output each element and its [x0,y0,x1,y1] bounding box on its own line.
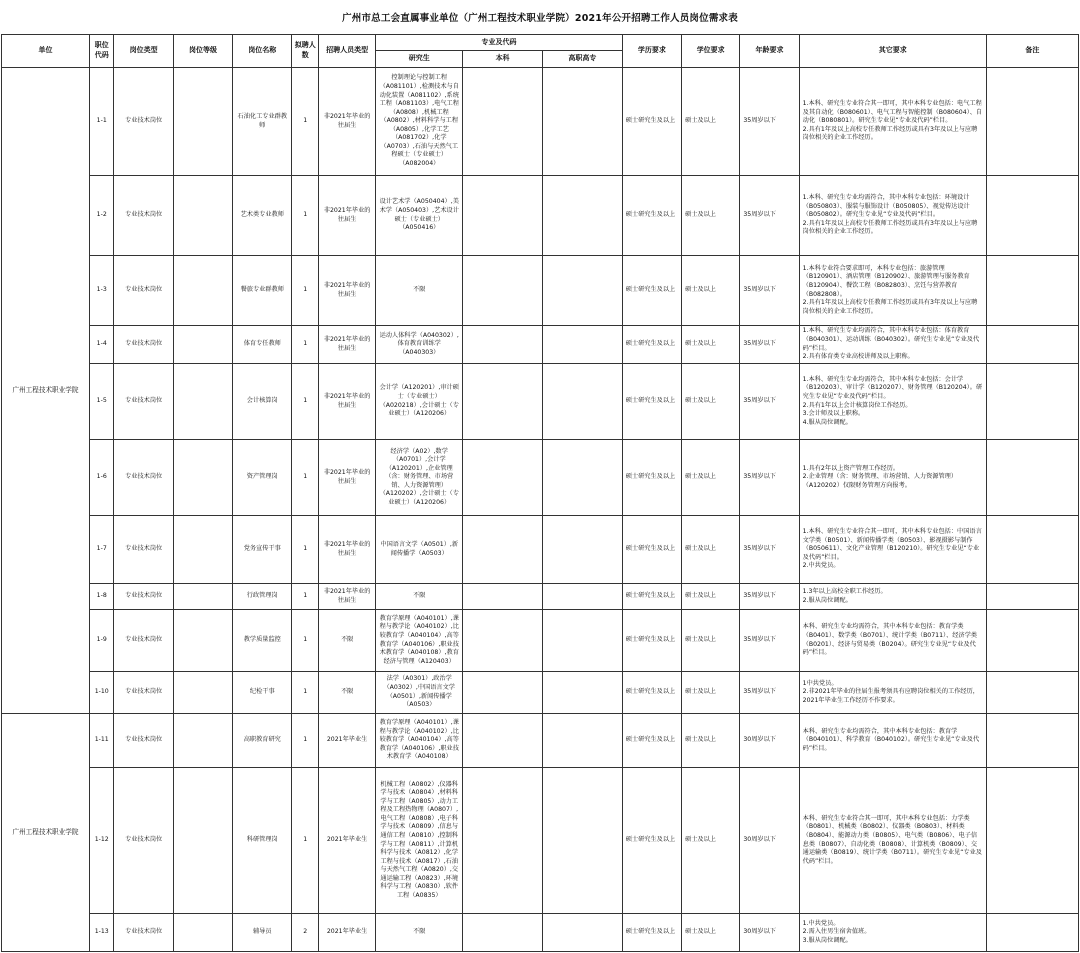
job-level [173,326,232,364]
job-code: 1-10 [89,672,114,714]
edu-requirement: 硕士研究生及以上 [622,672,681,714]
job-code: 1-9 [89,610,114,672]
bachelor-major [463,714,543,768]
job-name: 高职教育研究 [233,714,292,768]
job-count: 1 [292,440,319,516]
recruit-target: 非2021年毕业的往届生 [319,584,376,610]
vocational-major [542,440,622,516]
remark [986,68,1078,176]
grad-major: 设计艺术学（A050404）,美术学（A050403）,艺术设计硕士（专业硕士）（A050416） [376,176,463,256]
job-level [173,256,232,326]
remark [986,672,1078,714]
vocational-major [542,516,622,584]
recruit-target: 非2021年毕业的往届生 [319,440,376,516]
job-count: 1 [292,516,319,584]
header-code: 职位代码 [89,35,114,68]
bachelor-major [463,326,543,364]
edu-requirement: 硕士研究生及以上 [622,914,681,952]
header-vocational: 高职高专 [542,51,622,68]
job-type: 专业技术岗位 [114,326,173,364]
job-level [173,610,232,672]
grad-major: 运动人体科学（A040302）,体育教育训练学（A040303） [376,326,463,364]
grad-major: 法学（A0301）,政治学（A0302）,中国语言文学（A0501）,新闻传播学（A0503） [376,672,463,714]
bachelor-major [463,440,543,516]
header-age: 年龄要求 [740,35,799,68]
job-level [173,714,232,768]
edu-requirement: 硕士研究生及以上 [622,176,681,256]
grad-major: 经济学（A02）,数学（A0701）,会计学（A120201）,企业管理（含：财务管理、市场营销、人力资源管理）（A120202）,会计硕士（专业硕士）（A120206） [376,440,463,516]
header-major-group: 专业及代码 [376,35,622,51]
other-requirement: 1中共党员。 2.非2021年毕业的往届生报考须具有应聘岗位相关的工作经历，2021年毕业生工作经历不作要求。 [799,672,986,714]
degree-requirement: 硕士及以上 [682,68,740,176]
job-count: 1 [292,364,319,440]
degree-requirement: 硕士及以上 [682,672,740,714]
remark [986,914,1078,952]
table-row [2,516,1079,584]
other-requirement: 本科、研究生专业均需符合，其中本科专业包括：教育学类（B0401）、数学类（B0701）、统计学类（B0711）、经济学类（B0201）、经济与贸易类（B0204）。研究生专业见“专业及代码”栏目。 [799,610,986,672]
vocational-major [542,256,622,326]
vocational-major [542,176,622,256]
vocational-major [542,914,622,952]
job-count: 1 [292,176,319,256]
job-name: 党务宣传干事 [233,516,292,584]
recruit-target: 2021年毕业生 [319,768,376,914]
job-type: 专业技术岗位 [114,516,173,584]
job-level [173,364,232,440]
job-type: 专业技术岗位 [114,68,173,176]
age-requirement: 30周岁以下 [740,714,799,768]
grad-major: 不限 [376,256,463,326]
job-type: 专业技术岗位 [114,610,173,672]
job-name: 科研管理岗 [233,768,292,914]
grad-major: 中国语言文学（A0501）,新闻传播学（A0503） [376,516,463,584]
remark [986,584,1078,610]
job-code: 1-1 [89,68,114,176]
job-type: 专业技术岗位 [114,914,173,952]
job-level [173,516,232,584]
job-code: 1-11 [89,714,114,768]
recruitment-table [1,34,1079,952]
table-row [2,714,1079,768]
bachelor-major [463,672,543,714]
job-level [173,584,232,610]
edu-requirement: 硕士研究生及以上 [622,584,681,610]
job-name: 资产管理岗 [233,440,292,516]
other-requirement: 1.本科、研究生专业均需符合，其中本科专业包括：体育教育（B040301）、运动训练（B040302）。研究生专业见“专业及代码”栏目。 2.具有体育类专业高校讲师及以上职称。 [799,326,986,364]
degree-requirement: 硕士及以上 [682,714,740,768]
job-count: 1 [292,768,319,914]
header-other: 其它要求 [799,35,986,68]
bachelor-major [463,914,543,952]
table-row [2,672,1079,714]
job-code: 1-4 [89,326,114,364]
table-row [2,68,1079,176]
job-name: 会计核算岗 [233,364,292,440]
other-requirement: 1.本科、研究生专业符合其一即可，其中本科专业包括：电气工程及其自动化（B080601）、电气工程与智能控制（B080604）、自动化（B080801）。研究生专业见“专业及代码”栏目。 2.具有1年及以上高校专任教师工作经历或具有3年及以上与应聘岗位相关的企业工作经历。 [799,68,986,176]
other-requirement: 1.本科专业符合要求即可，本科专业包括：旅游管理（B120901）、酒店管理（B120902）、旅游管理与服务教育（B120904）、餐饮工程（B082803）、烹饪与营养教育（B082808）。 2.具有1年及以上高校专任教师工作经历或具有3年及以上与应聘岗位相关的企业工作经历。 [799,256,986,326]
header-bachelor: 本科 [463,51,543,68]
job-code: 1-5 [89,364,114,440]
degree-requirement: 硕士及以上 [682,364,740,440]
remark [986,256,1078,326]
vocational-major [542,672,622,714]
bachelor-major [463,364,543,440]
edu-requirement: 硕士研究生及以上 [622,326,681,364]
job-type: 专业技术岗位 [114,768,173,914]
age-requirement: 35周岁以下 [740,610,799,672]
header-level: 岗位等级 [173,35,232,68]
job-name: 艺术类专业教师 [233,176,292,256]
recruit-target: 非2021年毕业的往届生 [319,364,376,440]
recruit-target: 非2021年毕业的往届生 [319,516,376,584]
edu-requirement: 硕士研究生及以上 [622,610,681,672]
document-title: 广州市总工会直属事业单位（广州工程技术职业学院）2021年公开招聘工作人员岗位需求表 [342,13,738,24]
degree-requirement: 硕士及以上 [682,584,740,610]
job-level [173,440,232,516]
bachelor-major [463,516,543,584]
remark [986,768,1078,914]
table-row [2,914,1079,952]
degree-requirement: 硕士及以上 [682,516,740,584]
job-name: 纪检干事 [233,672,292,714]
job-name: 体育专任教师 [233,326,292,364]
job-code: 1-7 [89,516,114,584]
remark [986,714,1078,768]
job-count: 1 [292,326,319,364]
job-name: 辅导员 [233,914,292,952]
grad-major: 教育学原理（A040101）,课程与教学论（A040102）,比较教育学（A040104）,高等教育学（A040106）,职业技术教育学（A040108）,教育经济与管理（A120403） [376,610,463,672]
grad-major: 不限 [376,584,463,610]
table-row [2,326,1079,364]
grad-major: 机械工程（A0802）,仪器科学与技术（A0804）,材料科学与工程（A0805）,动力工程及工程热物理（A0807）,电气工程（A0808）,电子科学与技术（A0809）,信息与通信工程（A0810）,控制科学与工程（A0811）,计算机科学与技术（A0812）,化学工程与技术（A0817）,石油与天然气工程（A0820）,交通运输工程（A0823）,环境科学与工程（A0830）,软件工程（A0835） [376,768,463,914]
remark [986,326,1078,364]
other-requirement: 1.具有2年以上资产管理工作经历。 2.企业管理（含：财务管理、市场营销、人力资源管理）（A120202）仅限财务管理方向报考。 [799,440,986,516]
degree-requirement: 硕士及以上 [682,326,740,364]
job-count: 1 [292,714,319,768]
job-name: 行政管理岗 [233,584,292,610]
job-count: 2 [292,914,319,952]
other-requirement: 本科、研究生专业均需符合，其中本科专业包括：教育学（B040101）、科学教育（B040102）。研究生专业见“专业及代码”栏目。 [799,714,986,768]
recruit-target: 不限 [319,672,376,714]
age-requirement: 35周岁以下 [740,584,799,610]
job-type: 专业技术岗位 [114,256,173,326]
job-type: 专业技术岗位 [114,672,173,714]
header-remark: 备注 [986,35,1078,68]
remark [986,440,1078,516]
other-requirement: 1.本科、研究生专业符合其一即可，其中本科专业包括：中国语言文学类（B0501）、新闻传播学类（B0503）、影视摄影与制作（B050611）、文化产业管理（B120210）。研究生专业见“专业及代码”栏目。 2.中共党员。 [799,516,986,584]
job-code: 1-2 [89,176,114,256]
recruit-target: 非2021年毕业的往届生 [319,68,376,176]
age-requirement: 35周岁以下 [740,364,799,440]
table-row [2,768,1079,914]
remark [986,176,1078,256]
age-requirement: 35周岁以下 [740,176,799,256]
age-requirement: 35周岁以下 [740,256,799,326]
grad-major: 会计学（A120201）,审计硕士（专业硕士）（A020218）,会计硕士（专业硕士）（A120206） [376,364,463,440]
grad-major: 教育学原理（A040101）,课程与教学论（A040102）,比较教育学（A040104）,高等教育学（A040106）,职业技术教育学（A040108） [376,714,463,768]
degree-requirement: 硕士及以上 [682,610,740,672]
table-row [2,256,1079,326]
other-requirement: 1.本科、研究生专业均需符合，其中本科专业包括：环境设计（B050803）、服装与服饰设计（B050805）、视觉传达设计（B050802）。研究生专业见“专业及代码”栏目。 2.具有1年及以上高校专任教师工作经历或具有3年及以上与应聘岗位相关的企业工作经历。 [799,176,986,256]
job-code: 1-8 [89,584,114,610]
bachelor-major [463,584,543,610]
recruit-target: 非2021年毕业的往届生 [319,256,376,326]
bachelor-major [463,768,543,914]
job-name: 教学质量监控 [233,610,292,672]
age-requirement: 35周岁以下 [740,68,799,176]
job-count: 1 [292,256,319,326]
job-level [173,914,232,952]
recruit-target: 2021年毕业生 [319,914,376,952]
job-level [173,176,232,256]
job-name: 餐旅专业群教师 [233,256,292,326]
job-type: 专业技术岗位 [114,714,173,768]
vocational-major [542,768,622,914]
edu-requirement: 硕士研究生及以上 [622,364,681,440]
job-type: 专业技术岗位 [114,440,173,516]
remark [986,610,1078,672]
degree-requirement: 硕士及以上 [682,914,740,952]
header-grad: 研究生 [376,51,463,68]
other-requirement: 1.3年以上高校全职工作经历。 2.服从岗位调配。 [799,584,986,610]
job-level [173,768,232,914]
age-requirement: 30周岁以下 [740,914,799,952]
age-requirement: 35周岁以下 [740,440,799,516]
job-count: 1 [292,672,319,714]
grad-major: 不限 [376,914,463,952]
header-name: 岗位名称 [233,35,292,68]
job-count: 1 [292,68,319,176]
bachelor-major [463,176,543,256]
job-type: 专业技术岗位 [114,584,173,610]
table-row [2,364,1079,440]
job-name: 石油化工专业群教师 [233,68,292,176]
edu-requirement: 硕士研究生及以上 [622,68,681,176]
vocational-major [542,610,622,672]
job-count: 1 [292,610,319,672]
table-row [2,176,1079,256]
unit-name: 广州工程技术职业学院 [2,714,90,952]
recruit-target: 非2021年毕业的往届生 [319,326,376,364]
job-code: 1-6 [89,440,114,516]
vocational-major [542,364,622,440]
job-type: 专业技术岗位 [114,176,173,256]
table-row [2,584,1079,610]
edu-requirement: 硕士研究生及以上 [622,714,681,768]
bachelor-major [463,68,543,176]
recruit-target: 非2021年毕业的往届生 [319,176,376,256]
remark [986,364,1078,440]
header-target: 招聘人员类型 [319,35,376,68]
job-count: 1 [292,584,319,610]
other-requirement: 1.本科、研究生专业均需符合，其中本科专业包括：会计学（B120203）、审计学（B120207）、财务管理（B120204）。研究生专业见“专业及代码”栏目。 2.具有1年以上会计核算岗位工作经历。 3.会计师及以上职称。 4.服从岗位调配。 [799,364,986,440]
grad-major: 控制理论与控制工程（A081101）,检测技术与自动化装置（A081102）,系统工程（A081103）,电气工程（A0808）,机械工程（A0802）,材料科学与工程（A0805）,化学工艺（A081702）,化学（A0703）,石油与天然气工程硕士（专业硕士）（A082004） [376,68,463,176]
header-degree: 学位要求 [682,35,740,68]
job-type: 专业技术岗位 [114,364,173,440]
degree-requirement: 硕士及以上 [682,768,740,914]
edu-requirement: 硕士研究生及以上 [622,256,681,326]
bachelor-major [463,610,543,672]
job-code: 1-3 [89,256,114,326]
header-type: 岗位类型 [114,35,173,68]
recruit-target: 2021年毕业生 [319,714,376,768]
vocational-major [542,326,622,364]
age-requirement: 35周岁以下 [740,516,799,584]
job-code: 1-12 [89,768,114,914]
header-unit: 单位 [2,35,90,68]
age-requirement: 30周岁以下 [740,768,799,914]
bachelor-major [463,256,543,326]
edu-requirement: 硕士研究生及以上 [622,768,681,914]
header-count: 拟聘人数 [292,35,319,68]
degree-requirement: 硕士及以上 [682,256,740,326]
recruit-target: 不限 [319,610,376,672]
other-requirement: 1.中共党员。 2.需入住男生宿舍值班。 3.服从岗位调配。 [799,914,986,952]
age-requirement: 35周岁以下 [740,326,799,364]
vocational-major [542,714,622,768]
age-requirement: 35周岁以下 [740,672,799,714]
edu-requirement: 硕士研究生及以上 [622,440,681,516]
vocational-major [542,68,622,176]
table-row [2,440,1079,516]
table-row [2,610,1079,672]
unit-name: 广州工程技术职业学院 [2,68,90,714]
degree-requirement: 硕士及以上 [682,176,740,256]
header-edu: 学历要求 [622,35,681,68]
job-level [173,68,232,176]
job-level [173,672,232,714]
vocational-major [542,584,622,610]
job-code: 1-13 [89,914,114,952]
edu-requirement: 硕士研究生及以上 [622,516,681,584]
degree-requirement: 硕士及以上 [682,440,740,516]
remark [986,516,1078,584]
other-requirement: 本科、研究生专业符合其一即可，其中本科专业包括：力学类（B0801）、机械类（B0802）、仪器类（B0803）、材料类（B0804）、能源动力类（B0805）、电气类（B0806）、电子信息类（B0807）、自动化类（B0808）、计算机类（B0809）、交通运输类（B0819）、统计学类（B0711）。研究生专业见“专业及代码”栏目。 [799,768,986,914]
